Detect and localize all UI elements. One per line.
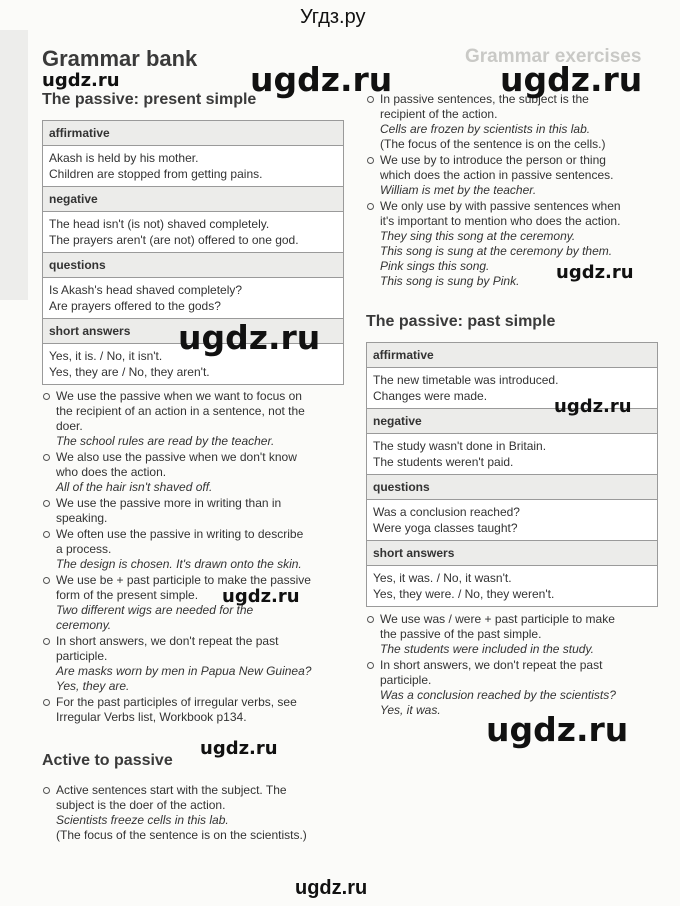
watermark: ugdz.ru (250, 60, 393, 99)
watermark: ugdz.ru (500, 60, 643, 99)
list-item: We use the passive more in writing than in speaking. (42, 496, 352, 526)
watermark: ugdz.ru (295, 877, 368, 899)
heading-active-to-passive: Active to passive (42, 752, 173, 769)
heading-past-simple: The passive: past simple (366, 313, 556, 330)
list-item: We use was / were + past participle to make the passive of the past simple. The students were included in the study. (366, 612, 666, 657)
list-item: In short answers, we don't repeat the past participle. Was a conclusion reached by the scientists? Yes, it was. (366, 658, 666, 718)
past-simple-notes (366, 612, 666, 719)
table-header: negative (43, 187, 344, 212)
watermark: ugdz.ru (486, 710, 629, 749)
watermark: ugdz.ru (178, 318, 321, 357)
table-header: short answers (367, 541, 658, 566)
table-header: questions (367, 475, 658, 500)
list-item: In short answers, we don't repeat the past participle. Are masks worn by men in Papua New Guinea? Yes, they are. (42, 634, 352, 694)
table-cell: The head isn't (is not) shaved completely. The prayers aren't (are not) offered to one god. (43, 212, 344, 253)
passive-notes (366, 92, 666, 290)
table-header: affirmative (367, 343, 658, 368)
table-header: questions (43, 253, 344, 278)
active-notes (42, 783, 352, 844)
table-header: short answers (43, 319, 344, 344)
table-header: affirmative (43, 121, 344, 146)
list-item: We use the passive when we want to focus on the recipient of an action in a sentence, not the doer. The school rules are read by the teacher. (42, 389, 352, 449)
heading-present-simple: The passive: present simple (42, 91, 257, 108)
ghost-heading: Grammar exercises (465, 46, 642, 67)
page-title: Grammar bank (42, 46, 198, 71)
side-tab (0, 30, 28, 300)
table-cell: The new timetable was introduced. Changes were made. (367, 368, 658, 409)
watermark-top: Угдз.ру (300, 6, 366, 28)
list-item: We only use by with passive sentences when it's important to mention who does the action. They sing this song at the ceremony. This song is sung at the ceremony by them. Pink sings this song. This song is sung by Pink. (366, 199, 666, 289)
list-item: We use be + past participle to make the passive form of the present simple. Two different wigs are needed for the ceremony. (42, 573, 352, 633)
table-cell: Was a conclusion reached? Were yoga classes taught? (367, 500, 658, 541)
table-cell: Yes, it was. / No, it wasn't. Yes, they were. / No, they weren't. (367, 566, 658, 607)
table-cell: Is Akash's head shaved completely? Are prayers offered to the gods? (43, 278, 344, 319)
watermark: ugdz.ru (554, 396, 632, 417)
table-header: negative (367, 409, 658, 434)
list-item: Active sentences start with the subject. The subject is the doer of the action. Scientists freeze cells in this lab. (The focus of the sentence is on the scientists.) (42, 783, 352, 843)
table-cell: The study wasn't done in Britain. The students weren't paid. (367, 434, 658, 475)
table-cell: Yes, it is. / No, it isn't. Yes, they are / No, they aren't. (43, 344, 344, 385)
past-simple-table (366, 342, 658, 607)
watermark: ugdz.ru (42, 70, 120, 91)
list-item: For the past participles of irregular verbs, see Irregular Verbs list, Workbook p134. (42, 695, 352, 725)
table-cell: Akash is held by his mother. Children are stopped from getting pains. (43, 146, 344, 187)
watermark: ugdz.ru (222, 586, 300, 607)
watermark: ugdz.ru (556, 262, 634, 283)
list-item: We use by to introduce the person or thing which does the action in passive sentences. William is met by the teacher. (366, 153, 666, 198)
watermark: ugdz.ru (200, 738, 278, 759)
list-item: In passive sentences, the subject is the recipient of the action. Cells are frozen by scientists in this lab. (The focus of the sentence is on the cells.) (366, 92, 666, 152)
present-simple-notes (42, 389, 352, 726)
list-item: We often use the passive in writing to describe a process. The design is chosen. It's drawn onto the skin. (42, 527, 352, 572)
list-item: We also use the passive when we don't know who does the action. All of the hair isn't shaved off. (42, 450, 352, 495)
